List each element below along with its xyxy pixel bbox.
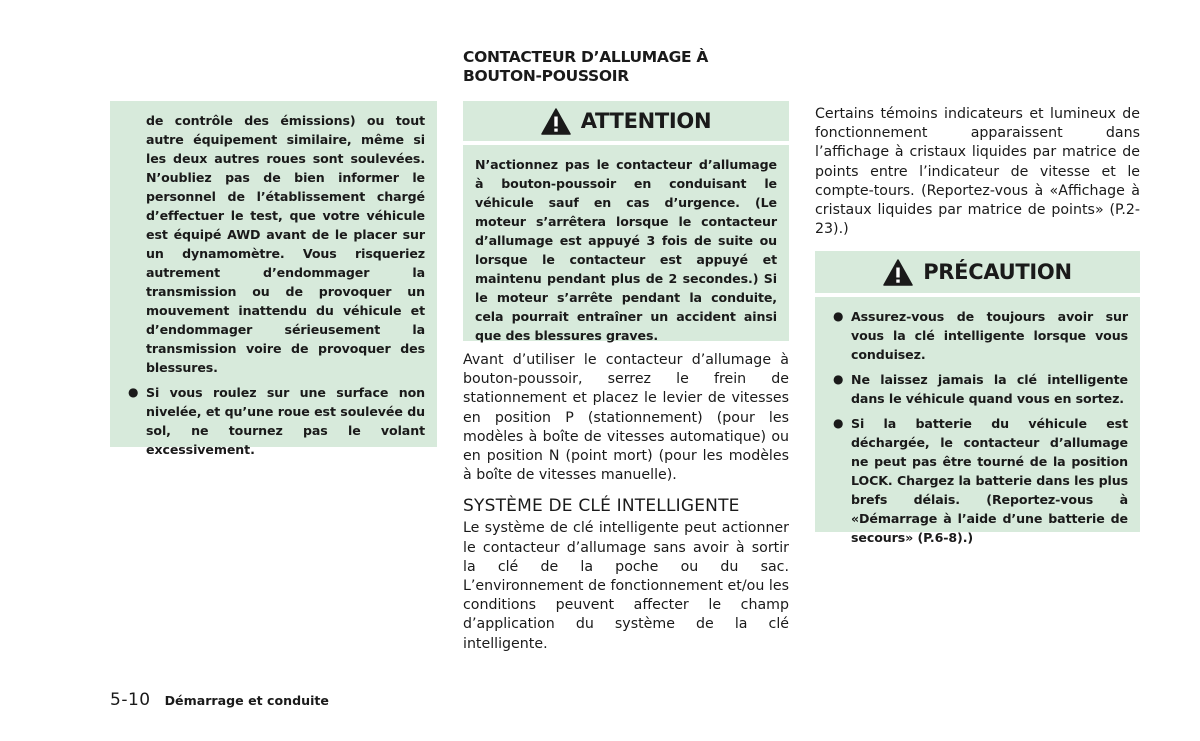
middle-column [463,48,789,654]
chapter-title: Démarrage et conduite [164,693,329,708]
left-caution-text: de contrôle des émissions) ou tout autre équipement similaire, même si les deux autres roues sont soulevées. N’oubliez pas de bien informer le personnel de l’établissement chargé d’effectuer le test, que votre véhicule est équipé AWD avant de le placer sur un dynamomètre. Vous risqueriez autrement d’endommager la transmission ou de provoquer un mouvement inattendu du véhicule et d’endommager sérieusement la transmission voire de provoquer des blessures. [146,113,425,375]
bullet-icon: ● [128,385,139,399]
warning-triangle-icon [883,259,913,286]
left-caution-bullets [122,383,425,459]
page-footer [110,690,329,710]
precaution-body [815,297,1140,546]
list-item: ● Ne laissez jamais la clé intelligente dans le véhicule quand vous en sortez. [833,372,1128,407]
right-column [815,105,1140,546]
warning-triangle-icon [541,108,571,135]
list-item: ● Si la batterie du véhicule est déchargée, le contacteur d’allumage ne peut pas être tourné de la position LOCK. Chargez la batterie dans les plus brefs délais. (Reportez-vous à «Démarrage à l’aide d’une batterie de secours» (P.6-8).) [833,416,1128,546]
left-caution-box [110,101,437,457]
ignition-paragraph: Avant d’utiliser le contacteur d’allumage à bouton-poussoir, serrez le frein de stationnement et placez le levier de vitesses en position P (stationnement) (pour les modèles à boîte de vitesses automatique) ou en position N (point mort) (pour les modèles à boîte de vitesses manuelle). [463,352,789,484]
list-item: ● Assurez-vous de toujours avoir sur vous la clé intelligente lorsque vous conduisez. [833,309,1128,363]
smart-key-heading: SYSTÈME DE CLÉ INTELLIGENTE [463,496,740,517]
precaution-box [815,251,1140,546]
bullet-icon: ● [833,416,844,431]
precaution-label: PRÉCAUTION [923,260,1072,285]
page-number: 5-10 [110,690,151,710]
attention-header [463,101,789,141]
section-title: CONTACTEUR D’ALLUMAGE À BOUTON-POUSSOIR [463,48,709,85]
bullet-icon: ● [833,309,844,324]
list-item: ● Si vous roulez sur une surface non nivelée, et qu’une roue est soulevée du sol, ne tournez pas le volant excessivement. [128,385,425,457]
precaution-bullets [827,307,1128,547]
attention-label: ATTENTION [580,109,712,133]
smart-key-paragraph: Le système de clé intelligente peut actionner le contacteur d’allumage sans avoir à sortir la clé de la poche ou du sac. L’environnement de fonctionnement et/ou les conditions peuvent affecter le champ d’application du système de la clé intelligente. [463,520,789,652]
bullet-icon: ● [833,372,844,387]
attention-text: N’actionnez pas le contacteur d’allumage à bouton-poussoir en conduisant le véhicule sauf en cas d’urgence. (Le moteur s’arrêtera lorsque le contacteur d’allumage est appuyé 3 fois de suite ou lorsque le contacteur est appuyé et maintenu pendant plus de 2 secondes.) Si le moteur s’arrête pendant la conduite, cela pourrait entraîner un accident ainsi que des blessures graves. [463,145,789,341]
indicator-paragraph: Certains témoins indicateurs et lumineux de fonctionnement apparaissent dans l’affichage à cristaux liquides par matrice de points entre l’indicateur de vitesse et le compte-tours. (Reportez-vous à «Affichage à cristaux liquides par matrice de points» (P.2-23).) [815,106,1140,238]
attention-box [463,101,789,341]
precaution-header [815,251,1140,293]
